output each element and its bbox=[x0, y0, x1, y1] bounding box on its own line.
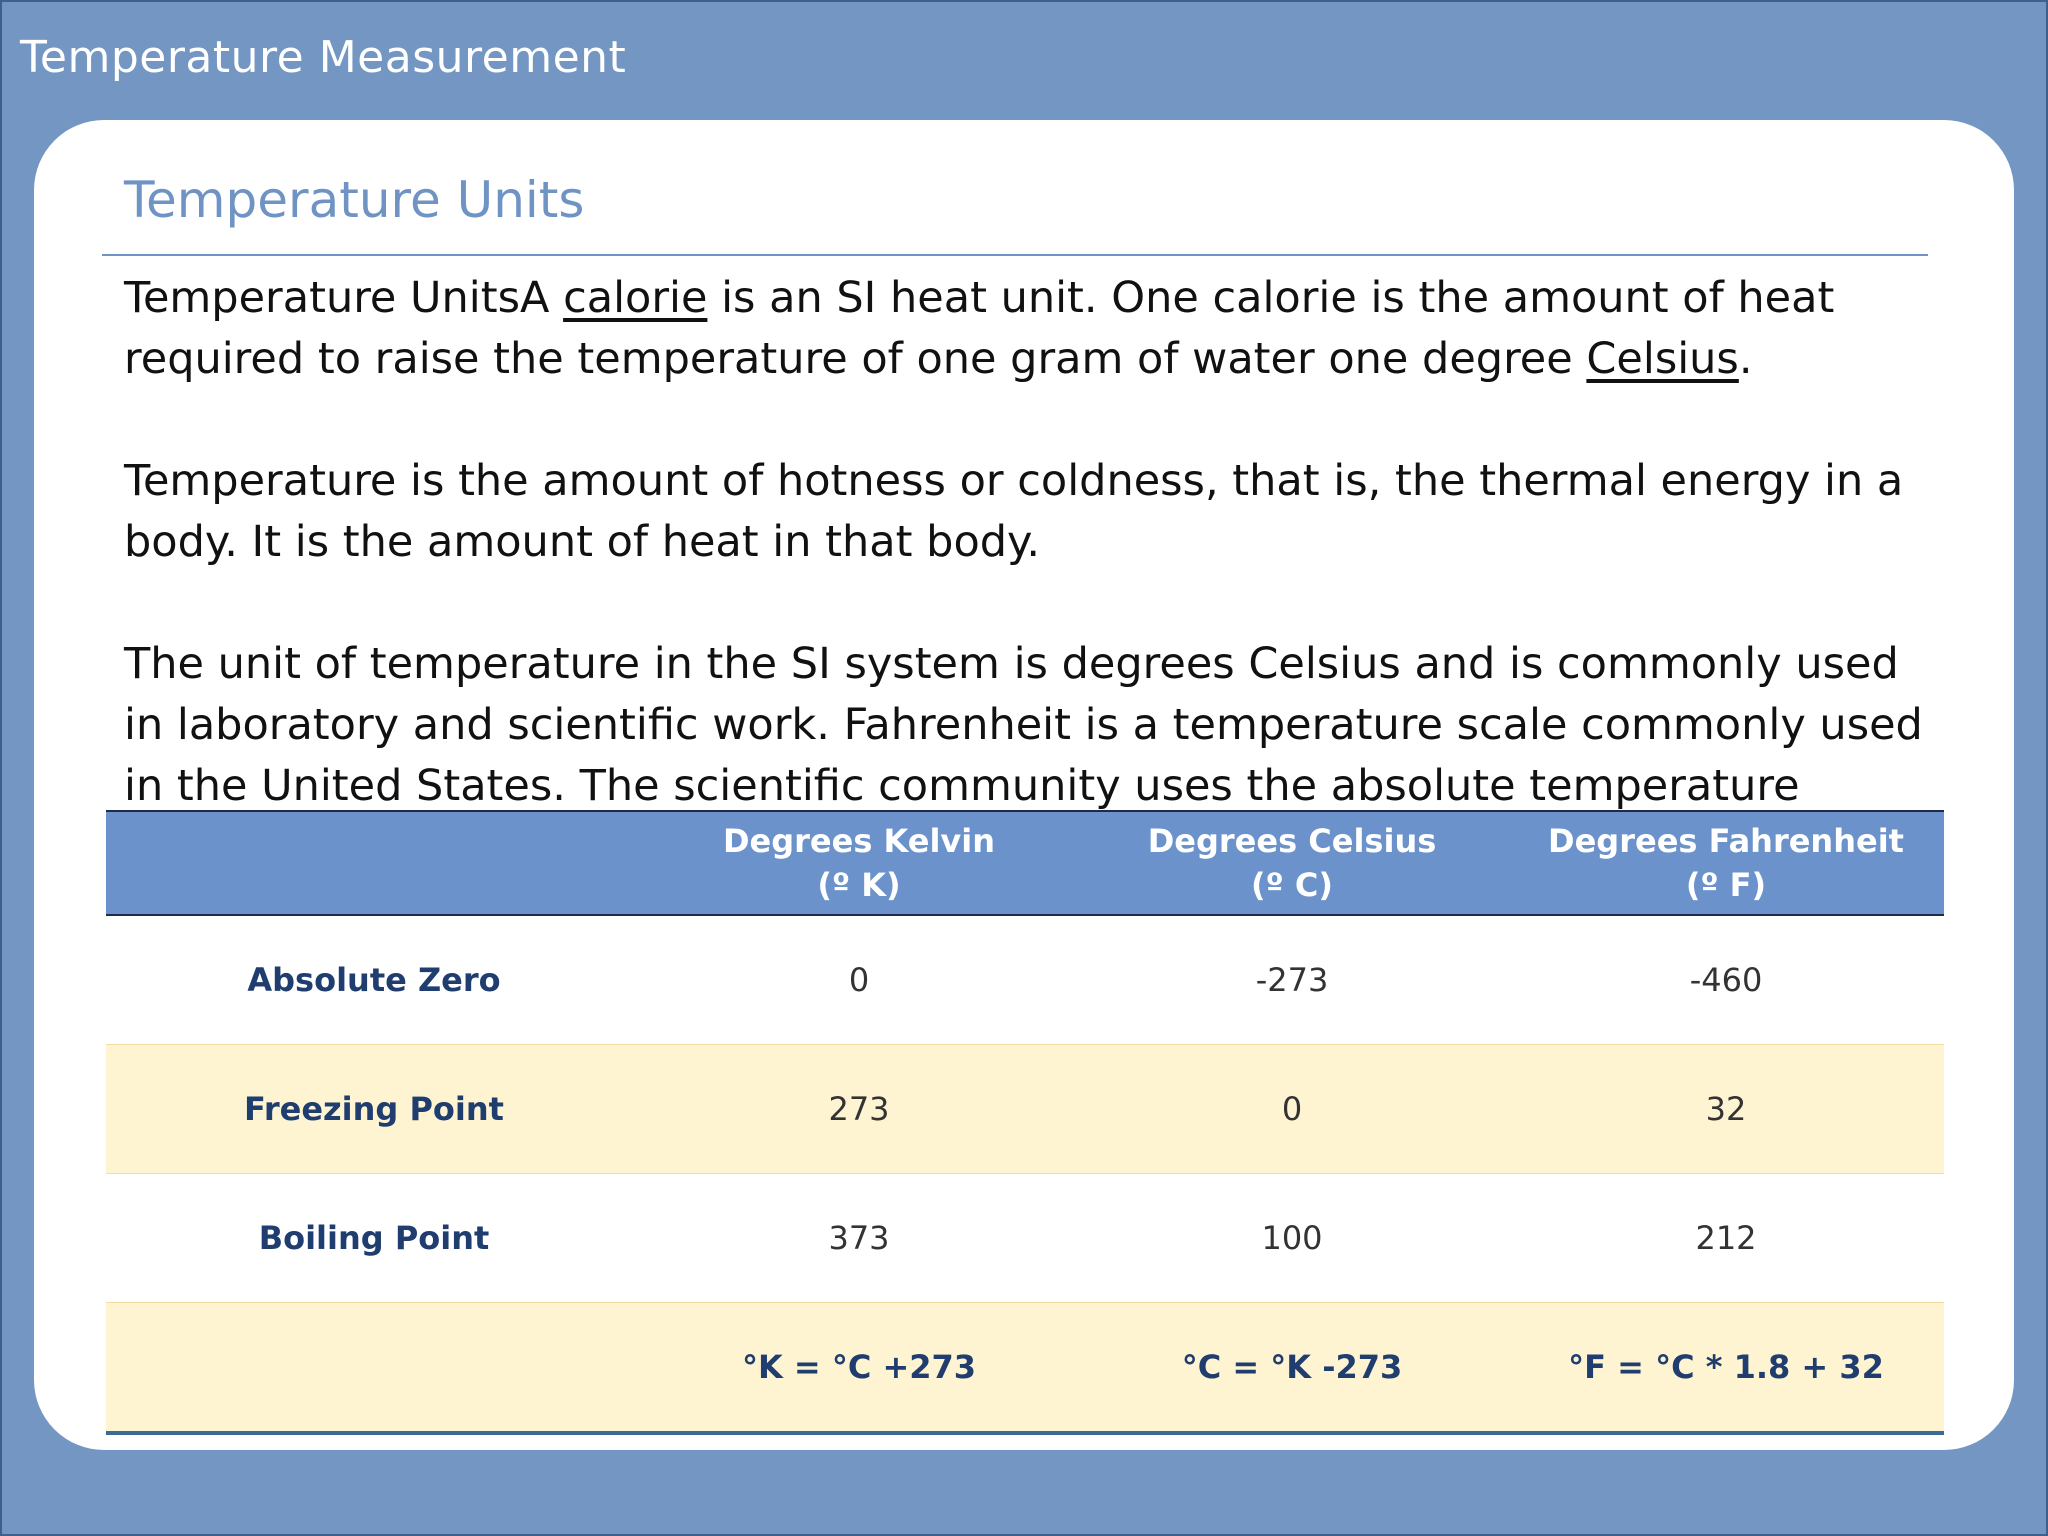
table-row bbox=[106, 915, 1944, 1045]
fahrenheit-formula: °F = °C * 1.8 + 32 bbox=[1508, 1303, 1944, 1434]
paragraph-calorie bbox=[124, 268, 1924, 390]
calorie-link[interactable]: calorie bbox=[563, 273, 708, 323]
kelvin-cell: 373 bbox=[642, 1174, 1076, 1303]
fahrenheit-cell: -460 bbox=[1508, 915, 1944, 1045]
celsius-formula: °C = °K -273 bbox=[1076, 1303, 1508, 1434]
celsius-cell: 100 bbox=[1076, 1174, 1508, 1303]
header-celsius-unit: (º C) bbox=[1251, 866, 1333, 904]
body-text bbox=[124, 268, 1924, 878]
paragraph-units: The unit of temperature in the SI system is degrees Celsius and is commonly used in laboratory and scientific work. Fahrenheit is a temperature scale commonly used in the United States. The scientific community uses the absolute temperature scale. bbox=[124, 639, 1923, 872]
header-kelvin-title: Degrees Kelvin bbox=[722, 822, 996, 860]
fahrenheit-cell: 212 bbox=[1508, 1174, 1944, 1303]
header-celsius-title: Degrees Celsius bbox=[1147, 822, 1437, 860]
header-fahrenheit bbox=[1508, 811, 1944, 915]
fahrenheit-cell: 32 bbox=[1508, 1045, 1944, 1174]
kelvin-formula: °K = °C +273 bbox=[642, 1303, 1076, 1434]
table-row bbox=[106, 1045, 1944, 1174]
header-fahrenheit-title: Degrees Fahrenheit bbox=[1548, 822, 1904, 860]
celsius-cell: -273 bbox=[1076, 915, 1508, 1045]
celsius-link[interactable]: Celsius bbox=[1586, 334, 1739, 384]
kelvin-cell: 273 bbox=[642, 1045, 1076, 1174]
row-label: Absolute Zero bbox=[106, 915, 642, 1045]
p1-prefix: Temperature UnitsA bbox=[124, 273, 564, 323]
section-title: Temperature Units bbox=[124, 171, 585, 229]
header-celsius bbox=[1076, 811, 1508, 915]
table-header-row bbox=[106, 811, 1944, 915]
row-label: Boiling Point bbox=[106, 1174, 642, 1303]
slide-header: Temperature Measurement bbox=[20, 32, 627, 83]
header-fahrenheit-unit: (º F) bbox=[1685, 866, 1767, 904]
kelvin-cell: 0 bbox=[642, 915, 1076, 1045]
table-row bbox=[106, 1174, 1944, 1303]
header-kelvin-unit: (º K) bbox=[817, 866, 901, 904]
formula-label bbox=[106, 1303, 642, 1434]
header-empty bbox=[106, 811, 642, 915]
row-label: Freezing Point bbox=[106, 1045, 642, 1174]
title-divider bbox=[102, 254, 1928, 256]
temperature-table bbox=[106, 810, 1944, 1432]
formula-row bbox=[106, 1303, 1944, 1434]
header-kelvin bbox=[642, 811, 1076, 915]
paragraph-temperature: Temperature is the amount of hotness or coldness, that is, the thermal energy in a body. It is the amount of heat in that body. bbox=[124, 456, 1904, 567]
p1-suffix: . bbox=[1738, 334, 1753, 384]
celsius-cell: 0 bbox=[1076, 1045, 1508, 1174]
p1-middle: is an SI heat unit. One calorie is the amount of heat required to raise the temperature of one gram of water one degree bbox=[124, 273, 1835, 384]
